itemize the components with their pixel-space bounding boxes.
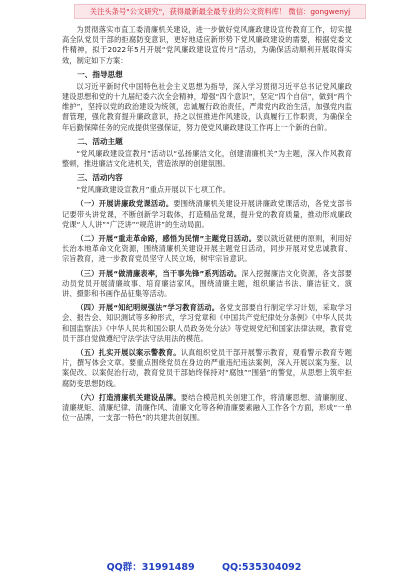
content-item-title: （一）开展讲廉政党课活动。	[76, 199, 174, 209]
content-item-title: （二）开展“重走革命路，感悟为民情”主题党日活动。	[76, 234, 257, 244]
content-item-body: 深入挖掘廉洁文化资源，各支部要动员党员开展清廉故事、培育廉洁家风，围绕清廉主题，组织廉洁书法、廉洁征文、演讲、摄影和书画作品征集等活动。	[62, 268, 352, 299]
section-heading-guiding-thought: 一、指导思想	[77, 69, 123, 79]
content-item	[62, 348, 352, 389]
content-item	[62, 393, 352, 424]
section-body-guiding-thought: 以习近平新时代中国特色社会主义思想为指导，深入学习贯彻习近平总书记党风廉政建设思想和党的十九届纪委六次全会精神，增强“四个意识”，坚定“四个自信”，做到“两个维护”，坚持以党的政治建设为统领，忠诚履行政治责任，严肃党内政治生活，加强党内监督管理，强化教育提升廉政意识，持之以恒推进作风建设，认真履行工作职责，为确保全年后勤保障任务的完成提供坚强保证，努力使党风廉政建设工作再上一个新的台阶。	[62, 81, 352, 132]
document-body	[62, 25, 352, 424]
section-heading-content: 三、活动内容	[77, 173, 123, 183]
content-item-title: （五）扎实开展以案示警教育。	[76, 348, 181, 358]
contact-footer	[0, 562, 408, 574]
section-heading-theme: 二、活动主题	[77, 136, 123, 146]
content-item-body: 各党支部要自行制定学习计划，采取学习会、报告会、知识测试等多种形式，学习党章和《中国共产党纪律处分条例》《中华人民共和国监察法》《中华人民共和国公职人员政务处分法》等党规党纪和国家法律法规，教育党员干部自觉做遵纪守法学法守法用法的模范。	[62, 303, 352, 343]
content-item	[62, 234, 352, 265]
content-item-title: （三）开展“做清廉表率，当干事先锋”系列活动。	[76, 268, 242, 278]
content-item-body: 要围绕清廉机关建设开展讲廉政党课活动，各党支部书记要带头讲党课，不断创新学习载体，打造精品党课，提升党的教育质量，推动形成廉政党课“人人讲”“广泛讲”“规范讲”的生动局面。	[62, 199, 352, 229]
qq-number: QQ:535304092	[221, 562, 302, 573]
content-item	[62, 269, 352, 300]
content-item	[62, 199, 352, 230]
content-item-title: （四）开展“知纪明规强法”学习教育活动。	[76, 303, 220, 313]
content-item-body: 要结合模范机关创建工作，将清廉思想、清廉制度、清廉规矩、清廉纪律、清廉作风、清廉文化等各种清廉要素融入工作各个方面，形成“一单位一品牌，一支部一特色”的共建共创氛围。	[62, 392, 352, 423]
qq-group-number: QQ群：31991489	[106, 562, 195, 573]
content-item-title: （六）打造清廉机关建设品牌。	[76, 392, 181, 402]
intro-paragraph: 为贯彻落实市直工委清廉机关建设，进一步做好党风廉政建设宣传教育工作，切实提高全队党员干部的拒腐防变意识，更好地适应新形势下党风廉政建设的需要，根据党委文件精神，拟于2022年5月开展“党风廉政建设宣传月”活动，为确保活动顺利开展取得实效，制定如下方案：	[62, 25, 352, 65]
content-item-body: 认真组织党员干部开展警示教育，观看警示教育专题片，撰写体会文章。要重点围绕党员在身边的严重违纪违法案例，深入开展以案为鉴、以案促改、以案促治行动，教育党员干部始终保持对“腐蚀”“围猎”的警觉，从思想上筑牢拒腐防变思想防线。	[62, 348, 352, 388]
content-item-body: 要以就近就便的原则，利用好长治本地革命文化资源，围绕清廉机关建设开展主题党日活动，同步开展对党忠诚教育、宗旨教育，进一步教育党员坚守人民立场，树牢宗旨意识。	[62, 234, 352, 264]
promo-banner: 关注头条号"公文研究"，获得最新最全最专业的公文资料库！ 微信：gongwenyj	[74, 4, 366, 19]
content-item	[62, 303, 352, 344]
section-lead-content: “党风廉政建设宣教月”重点开展以下七项工作。	[76, 185, 230, 195]
section-body-theme: “党风廉政建设宣教月”活动以“弘扬廉洁文化，创建清廉机关”为主题，深入作风教育整顿，推进廉洁文化进机关，营造浓厚的创建氛围。	[62, 148, 352, 169]
